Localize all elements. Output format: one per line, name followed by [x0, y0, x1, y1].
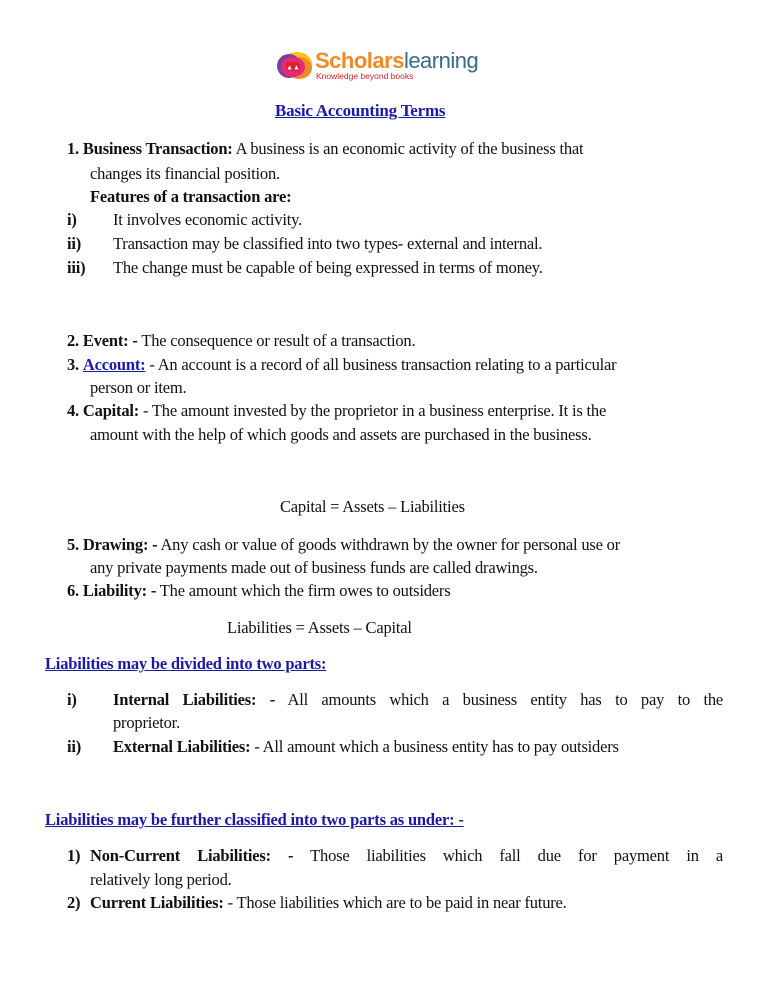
formula-capital: Capital = Assets – Liabilities [280, 497, 465, 516]
external-liabilities: External Liabilities: - All amount which a business entity has to pay outsiders [113, 737, 619, 756]
item-text: proprietor. [113, 713, 180, 732]
logo-tagline: Knowledge beyond books [316, 71, 414, 81]
formula-liabilities: Liabilities = Assets – Capital [227, 618, 412, 637]
sub-item-num: ii) [67, 737, 82, 756]
feature-num: iii) [67, 258, 86, 277]
item-text: changes its financial position. [90, 164, 280, 183]
item-text: any private payments made out of business funds are called drawings. [90, 558, 538, 577]
features-heading: Features of a transaction are: [90, 187, 292, 206]
svg-text:▲▲: ▲▲ [286, 64, 300, 72]
feature-text: Transaction may be classified into two types- external and internal. [113, 234, 543, 253]
current-liabilities: Current Liabilities: - Those liabilities which are to be paid in near future. [90, 893, 567, 912]
item-event: 2. Event: - The consequence or result of a transaction. [67, 331, 416, 350]
item-business-transaction: 1. Business Transaction: A business is an economic activity of the business that [67, 139, 584, 158]
feature-num: i) [67, 210, 77, 229]
account-link[interactable]: Account: [82, 355, 146, 374]
feature-num: ii) [67, 234, 82, 253]
sub-item-num: 1) [67, 846, 81, 865]
item-text: amount with the help of which goods and assets are purchased in the business. [90, 425, 592, 444]
page-title: Basic Accounting Terms [275, 101, 446, 120]
item-capital: 4. Capital: - The amount invested by the proprietor in a business enterprise. It is the [67, 401, 607, 420]
item-liability: 6. Liability: - The amount which the firm owes to outsiders [67, 581, 451, 600]
logo-mark-icon [277, 50, 313, 82]
feature-text: It involves economic activity. [113, 210, 303, 229]
non-current-liabilities: Non-Current Liabilities: - Those liabilities which fall due for payment in a [90, 846, 724, 865]
sub-item-num: 2) [67, 893, 81, 912]
sub-item-num: i) [67, 690, 77, 709]
section-heading-divided[interactable]: Liabilities may be divided into two parts: [45, 654, 327, 673]
item-text: person or item. [90, 378, 187, 397]
logo-wordmark: Scholarslearning [315, 48, 479, 73]
internal-liabilities: Internal Liabilities: - All amounts which a business entity has to pay to the [113, 690, 724, 709]
scholarslearning-logo [277, 48, 497, 84]
item-drawing: 5. Drawing: - Any cash or value of goods withdrawn by the owner for personal use or [67, 535, 621, 554]
section-heading-classified[interactable]: Liabilities may be further classified into two parts as under: - [45, 810, 464, 829]
feature-text: The change must be capable of being expressed in terms of money. [113, 258, 543, 277]
item-text: relatively long period. [90, 870, 232, 889]
item-account: 3. Account: - An account is a record of all business transaction relating to a particular [67, 355, 617, 374]
